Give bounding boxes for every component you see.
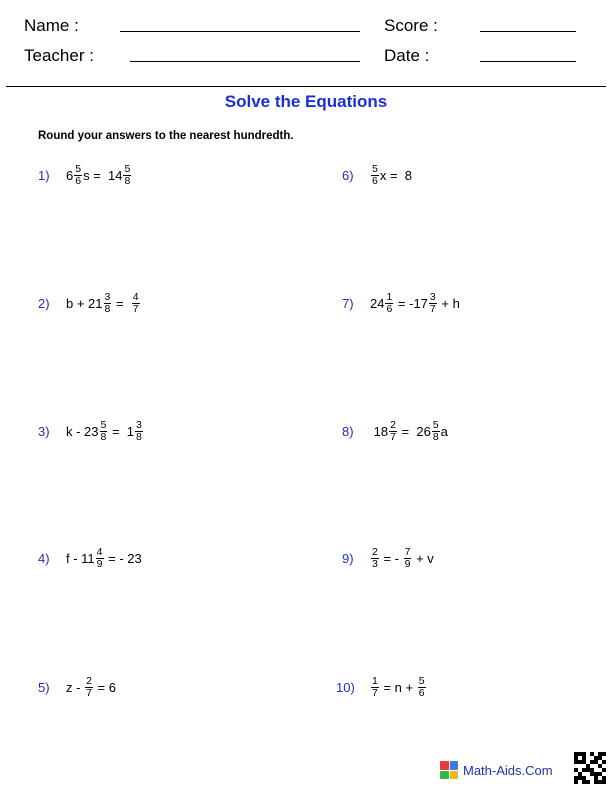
denominator: 8 [100,431,107,443]
numerator: 5 [418,675,425,687]
score-field[interactable] [480,31,576,32]
problem-number: 9) [342,551,354,566]
numerator: 5 [432,419,439,431]
score-label: Score : [384,16,438,35]
fraction [104,292,112,315]
calculator-icon [440,761,458,779]
denominator: 6 [418,687,425,699]
numerator: 5 [75,163,82,175]
fraction [432,420,440,443]
fraction [429,292,437,315]
denominator: 8 [124,175,131,187]
denominator: 8 [432,431,439,443]
logo-text: Math-Aids.Com [463,762,553,778]
numerator: 2 [86,675,92,687]
equation-text: 6 [66,168,74,183]
date-label: Date : [384,46,430,65]
equation-text: = -17 [394,296,428,311]
denominator: 8 [136,431,142,443]
qr-code-icon [574,752,606,784]
fraction [371,547,379,570]
equation-text: 24 [370,296,385,311]
numerator: 1 [372,675,378,687]
problem-5 [38,676,116,699]
problem-10 [336,676,427,699]
equation-text: s = 14 [83,168,123,183]
problem-1 [38,164,132,187]
fraction [85,676,93,699]
problem-7 [342,292,460,315]
equation [66,292,141,315]
denominator: 7 [86,687,92,699]
date-field[interactable] [480,61,576,62]
equation-text: = - [379,551,403,566]
equation-text: b + 21 [66,296,103,311]
equation [370,292,460,315]
numerator: 2 [390,419,396,431]
numerator: 3 [136,419,142,431]
numerator: 7 [404,546,411,558]
equation-text: = 6 [93,680,116,695]
denominator: 7 [132,303,139,315]
denominator: 9 [96,558,103,570]
problem-number: 8) [342,424,354,439]
equation-text: = n + [379,680,417,695]
equation-text: = 1 [108,424,135,439]
denominator: 7 [372,687,378,699]
problem-6 [342,164,412,187]
instructions: Round your answers to the nearest hundredth. [38,130,294,142]
problem-number: 6) [342,168,354,183]
equation-text: + h [437,296,460,311]
problem-number: 5) [38,680,50,695]
equation-text: a [440,424,448,439]
equation [370,676,427,699]
numerator: 5 [372,163,378,175]
problem-9 [342,547,434,570]
denominator: 6 [372,175,378,187]
denominator: 7 [390,431,396,443]
fraction [389,420,397,443]
problem-number: 7) [342,296,354,311]
equation [66,547,142,570]
name-label: Name : [24,16,79,35]
fraction [418,676,426,699]
problem-8 [342,420,448,443]
fraction [385,292,393,315]
equation-text: f - 11 [66,551,95,566]
fraction [132,292,140,315]
fraction [371,164,379,187]
numerator: 5 [100,419,107,431]
denominator: 3 [372,558,378,570]
problem-2 [38,292,141,315]
fraction [135,420,143,443]
numerator: 4 [96,546,103,558]
numerator: 4 [132,291,139,303]
numerator: 2 [372,546,378,558]
equation-text: = [112,296,131,311]
equation [370,164,412,187]
denominator: 8 [104,303,111,315]
problem-4 [38,547,142,570]
equation-text: + v [412,551,434,566]
numerator: 5 [124,163,131,175]
denominator: 9 [404,558,411,570]
equation-text: = - 23 [104,551,142,566]
fraction [74,164,82,187]
equation-text: 18 [370,424,389,439]
fraction [123,164,131,187]
name-field[interactable] [120,31,360,32]
header-divider [6,86,606,87]
teacher-field[interactable] [130,61,360,62]
denominator: 6 [75,175,82,187]
fraction [96,547,104,570]
denominator: 7 [429,303,436,315]
problem-number: 1) [38,168,50,183]
numerator: 1 [386,291,393,303]
equation [66,420,144,443]
problem-number: 10) [336,680,355,695]
math-aids-logo[interactable] [440,761,553,779]
equation-text: k - 23 [66,424,99,439]
problem-number: 4) [38,551,50,566]
equation-text: z - [66,680,85,695]
fraction [371,676,379,699]
numerator: 3 [429,291,436,303]
fraction [404,547,412,570]
teacher-label: Teacher : [24,46,94,65]
numerator: 3 [104,291,111,303]
problem-number: 2) [38,296,50,311]
problem-number: 3) [38,424,50,439]
equation-text: x = 8 [379,168,413,183]
equation [66,164,132,187]
worksheet-title: Solve the Equations [224,92,388,111]
equation [66,676,116,699]
fraction [100,420,108,443]
equation-text: = 26 [397,424,431,439]
denominator: 6 [386,303,393,315]
problem-3 [38,420,144,443]
equation [370,547,434,570]
equation [370,420,448,443]
